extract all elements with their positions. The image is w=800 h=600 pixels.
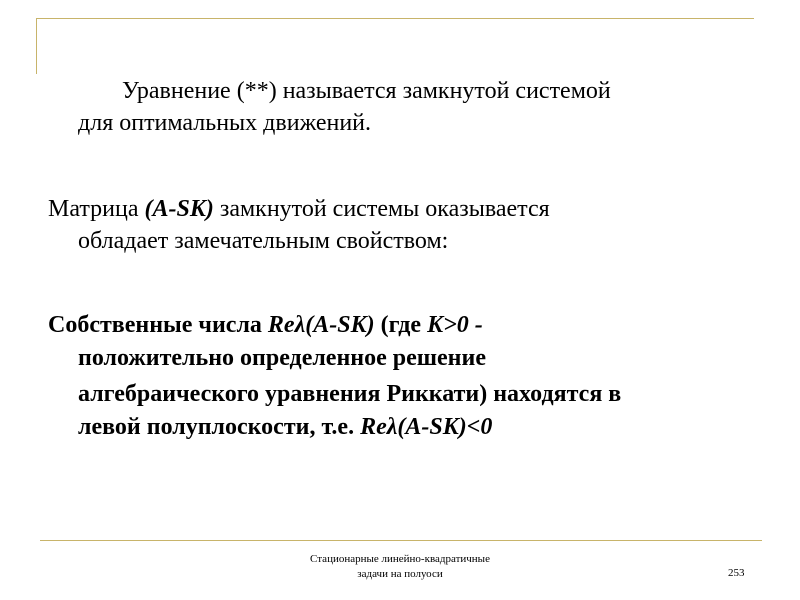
matrix-expression: (A-SK) xyxy=(144,196,214,222)
page-number: 253 xyxy=(728,567,745,579)
footer-title xyxy=(250,552,550,582)
bottom-frame-line xyxy=(40,540,762,541)
paragraph3-line4 xyxy=(78,412,492,443)
paragraph3-text-a: Собственные числа xyxy=(48,312,268,338)
left-frame-line xyxy=(36,18,37,74)
footer-title-line2: задачи на полуоси xyxy=(357,568,443,580)
paragraph1-line1: Уравнение (**) называется замкнутой системой xyxy=(122,78,611,104)
final-condition: Reλ(A-SK)<0 xyxy=(360,414,493,440)
k-condition: K>0 - xyxy=(427,312,483,338)
top-frame-line xyxy=(36,18,754,19)
paragraph2-line2: обладает замечательным свойством: xyxy=(78,228,449,254)
paragraph3-line4-text: левой полуплоскости, т.е. xyxy=(78,414,361,440)
paragraph3-line1 xyxy=(48,310,483,341)
paragraph3-text-c: (где xyxy=(374,312,428,338)
paragraph1-line2: для оптимальных движений. xyxy=(78,110,372,136)
paragraph3-line3: алгебраического уравнения Риккати) находятся в xyxy=(78,381,622,407)
eigenvalue-expression: Reλ(A-SK) xyxy=(267,312,375,338)
paragraph2-text-c: замкнутой системы оказывается xyxy=(213,196,550,222)
paragraph2-text-a: Матрица xyxy=(48,196,145,222)
paragraph2-line1 xyxy=(48,194,550,225)
paragraph3-line2: положительно определенное решение xyxy=(78,345,486,371)
footer-title-line1: Стационарные линейно-квадратичные xyxy=(310,553,490,565)
